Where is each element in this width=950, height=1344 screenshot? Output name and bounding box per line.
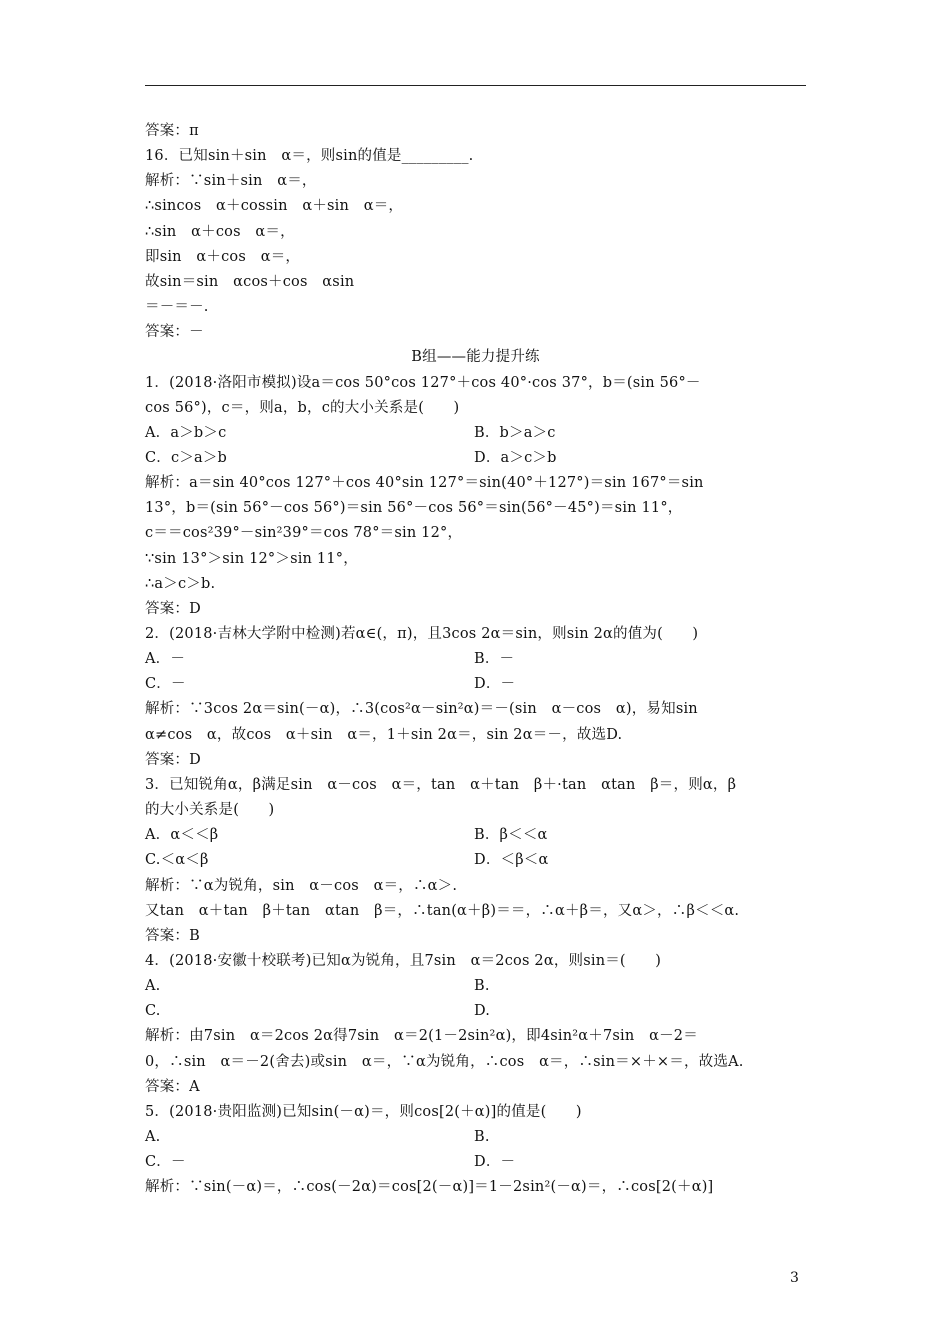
option-left: C．c＞a＞b (145, 450, 228, 466)
option-row (145, 850, 806, 870)
option-row (145, 1127, 806, 1147)
text-line: 解析：∵sin＋sin α＝， (145, 173, 317, 189)
text-line: 解析：∵3cos 2α＝sin(－α)，∴3(cos²α－sin²α)＝－(sin α－cos α)，易知sin (145, 701, 698, 717)
option-left: C. (145, 1003, 161, 1019)
text-line: 0，∴sin α＝－2(舍去)或sin α＝，∵α为锐角，∴cos α＝，∴sin＝×＋×＝，故选A. (145, 1054, 744, 1070)
text-line: cos 56°)，c＝，则a，b，c的大小关系是( ) (145, 400, 460, 416)
option-left: C．－ (145, 676, 186, 692)
text-line: 解析：∵α为锐角，sin α－cos α＝，∴α＞. (145, 878, 458, 894)
option-right: D. (474, 1003, 491, 1019)
option-left: A. (145, 978, 161, 994)
option-left: A．a＞b＞c (145, 425, 227, 441)
header-rule (145, 85, 806, 86)
text-line: 故sin＝sin αcos＋cos αsin (145, 274, 355, 290)
option-right: B. (474, 978, 490, 994)
text-line: 4．(2018·安徽十校联考)已知α为锐角，且7sin α＝2cos 2α，则sin＝( ) (145, 953, 662, 969)
option-right: D．－ (474, 1154, 516, 1170)
text-line: 答案：D (145, 601, 201, 617)
text-line: 3．已知锐角α，β满足sin α－cos α＝，tan α＋tan β＋·tan αtan β＝，则α，β (145, 777, 737, 793)
option-right: D．－ (474, 676, 516, 692)
text-line: 答案：A (145, 1079, 200, 1095)
text-line: 解析：由7sin α＝2cos 2α得7sin α＝2(1－2sin²α)，即4sin²α＋7sin α－2＝ (145, 1028, 698, 1044)
text-line: 即sin α＋cos α＝， (145, 249, 301, 265)
option-row (145, 1152, 806, 1172)
option-row (145, 825, 806, 845)
option-right: B. (474, 1129, 490, 1145)
option-row (145, 448, 806, 468)
text-line: 答案：－ (145, 324, 204, 340)
section-heading: B组——能力提升练 (411, 349, 540, 365)
option-right: B．b＞a＞c (474, 425, 556, 441)
text-line: 解析：∵sin(－α)＝，∴cos(－2α)＝cos[2(－α)]＝1－2sin²(－α)＝，∴cos[2(＋α)] (145, 1179, 714, 1195)
text-line: 13°，b＝(sin 56°－cos 56°)＝sin 56°－cos 56°＝sin(56°－45°)＝sin 11°， (145, 500, 683, 516)
option-left: C．－ (145, 1154, 186, 1170)
option-right: B．－ (474, 651, 515, 667)
text-line: 5．(2018·贵阳监测)已知sin(－α)＝，则cos[2(＋α)]的值是( ) (145, 1104, 582, 1120)
option-row (145, 976, 806, 996)
text-line: 答案：D (145, 752, 201, 768)
option-row (145, 423, 806, 443)
text-line: 1．(2018·洛阳市模拟)设a＝cos 50°cos 127°＋cos 40°·cos 37°，b＝(sin 56°－ (145, 375, 701, 391)
text-line: ∴a＞c＞b. (145, 576, 216, 592)
text-line: 16．已知sin＋sin α＝，则sin的值是_________. (145, 148, 474, 164)
text-line: 2．(2018·吉林大学附中检测)若α∈(，π)，且3cos 2α＝sin，则sin 2α的值为( ) (145, 626, 699, 642)
option-row (145, 649, 806, 669)
text-line: 答案：π (145, 123, 199, 139)
option-left: A．α＜＜β (145, 827, 219, 843)
page-number: 3 (790, 1270, 799, 1286)
text-line: α≠cos α，故cos α＋sin α＝，1＋sin 2α＝，sin 2α＝－，故选D. (145, 727, 623, 743)
option-row (145, 1001, 806, 1021)
text-line: 答案：B (145, 928, 200, 944)
option-right: D．a＞c＞b (474, 450, 557, 466)
text-line: c＝＝cos²39°－sin²39°＝cos 78°＝sin 12°， (145, 525, 463, 541)
text-line: ＝－＝－. (145, 299, 209, 315)
option-right: B．β＜＜α (474, 827, 548, 843)
text-line: ∴sin α＋cos α＝， (145, 224, 295, 240)
option-row (145, 674, 806, 694)
option-left: C.＜α＜β (145, 852, 209, 868)
option-left: A．－ (145, 651, 186, 667)
option-left: A. (145, 1129, 161, 1145)
text-line: ∴sincos α＋cossin α＋sin α＝， (145, 198, 404, 214)
text-line: 又tan α＋tan β＋tan αtan β＝，∴tan(α＋β)＝＝，∴α＋β＝，又α＞，∴β＜＜α. (145, 903, 740, 919)
option-right: D．＜β＜α (474, 852, 549, 868)
text-line: 解析：a＝sin 40°cos 127°＋cos 40°sin 127°＝sin(40°＋127°)＝sin 167°＝sin (145, 475, 704, 491)
text-line: 的大小关系是( ) (145, 802, 275, 818)
text-line: ∵sin 13°＞sin 12°＞sin 11°， (145, 551, 358, 567)
